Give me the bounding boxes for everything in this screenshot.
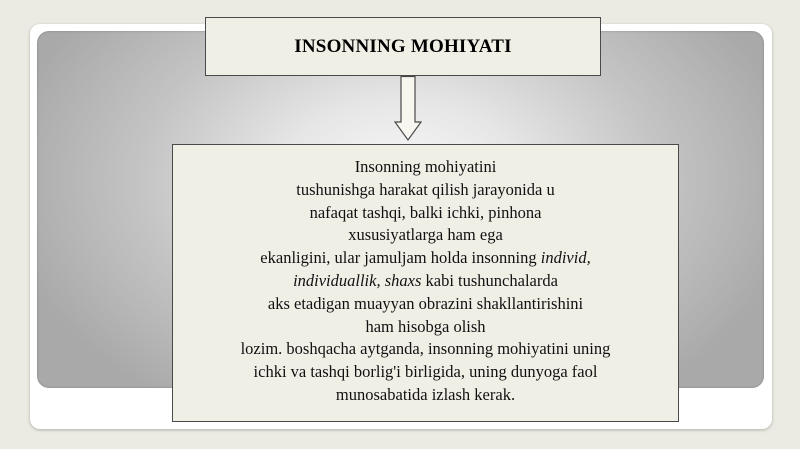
title-text: INSONNING MOHIYATI [294, 35, 512, 57]
content-line: aks etadigan muayyan obrazini shakllantirishini [267, 293, 584, 313]
title-box [205, 17, 601, 76]
content-italic-term: individ, [540, 248, 591, 268]
content-text: kabi tushunchalarda [421, 270, 558, 290]
content-line: xususiyatlarga ham ega [348, 225, 503, 245]
content-text: ekanligini, ular jamuljam holda insonning [260, 248, 541, 268]
content-line: ichki va tashqi borlig'i birligida, uning dunyoga faol [253, 362, 598, 382]
content-line: nafaqat tashqi, balki ichki, pinhona [309, 202, 542, 222]
content-line [173, 270, 678, 293]
content-line: lozim. boshqacha aytganda, insonning mohiyatini uning [240, 339, 611, 359]
content-line: tushunishga harakat qilish jarayonida u [296, 179, 555, 199]
content-line: Insonning mohiyatini [354, 157, 497, 176]
content-italic-term: individuallik, shaxs [293, 270, 422, 290]
content-line: ham hisobga olish [365, 316, 486, 336]
content-line [173, 247, 678, 270]
content-box [172, 144, 679, 422]
content-line: munosabatida izlash kerak. [335, 384, 516, 404]
down-arrow-icon [394, 76, 422, 142]
